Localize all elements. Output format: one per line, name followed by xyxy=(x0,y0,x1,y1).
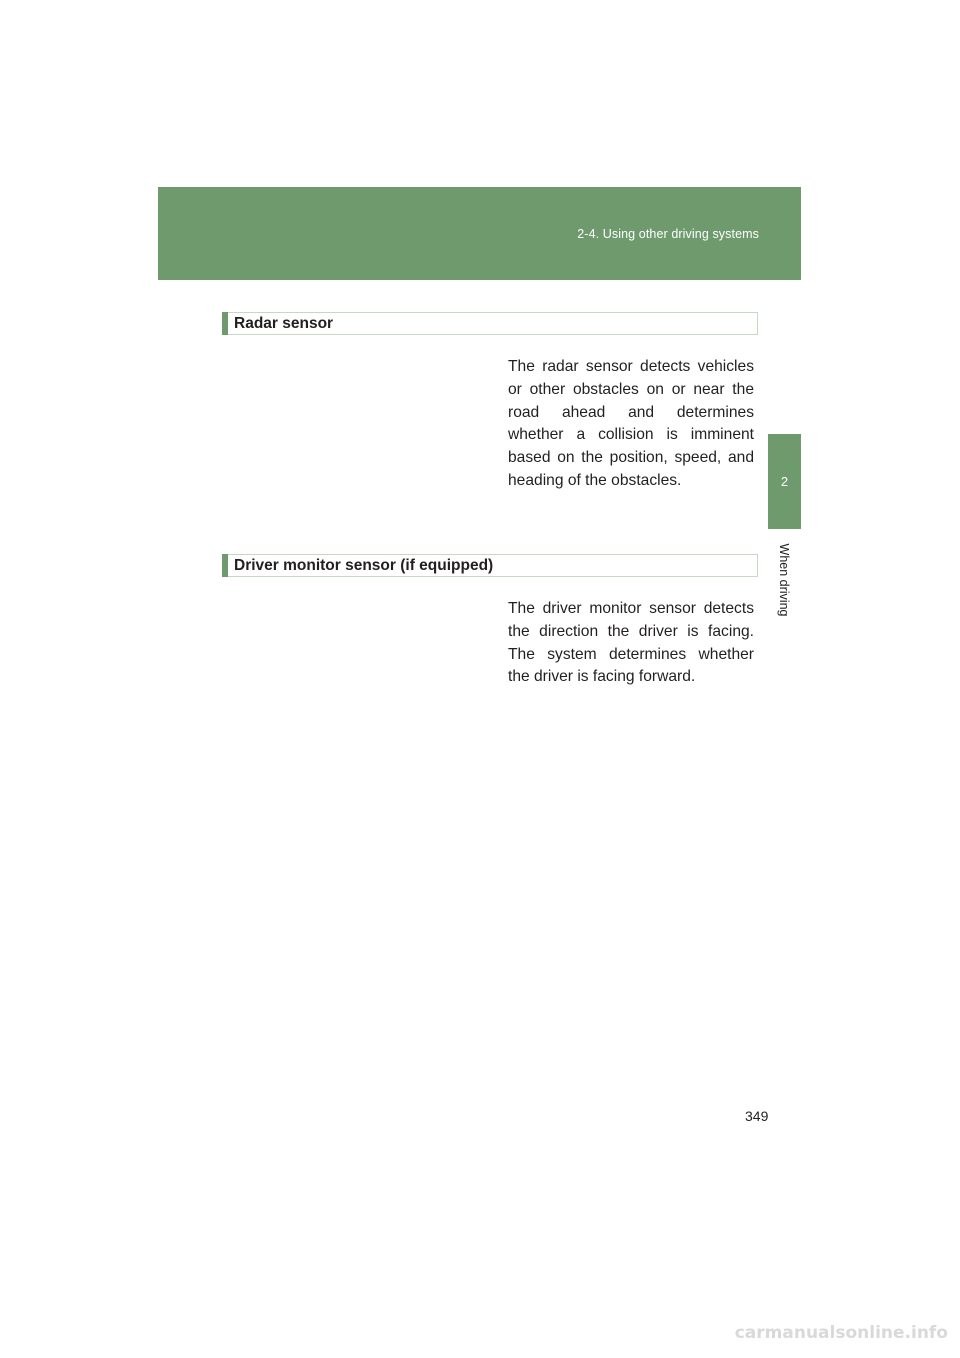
section-body-driver-monitor: The driver monitor sensor detects the direction the driver is facing. The system determines whether the driver is facing forward. xyxy=(508,600,754,686)
section-heading-driver-monitor xyxy=(222,554,758,577)
heading-accent-bar xyxy=(222,554,228,577)
section-heading-text: Radar sensor xyxy=(234,315,334,332)
page-number: 349 xyxy=(745,1108,769,1124)
chapter-number: 2 xyxy=(780,474,789,489)
watermark: carmanualsonline.info xyxy=(734,1323,948,1343)
header-section-title: 2-4. Using other driving systems xyxy=(577,227,759,241)
section-heading-text: Driver monitor sensor (if equipped) xyxy=(234,557,494,574)
section-body-radar-sensor: The radar sensor detects vehicles or other obstacles on or near the road ahead and determines whether a collision is imminent based on the position, speed, and heading of the obstacles. xyxy=(508,358,754,489)
heading-accent-bar xyxy=(222,312,228,335)
section-heading-radar-sensor xyxy=(222,312,758,335)
chapter-label: When driving xyxy=(777,543,791,617)
header-band xyxy=(158,187,801,280)
chapter-tab xyxy=(768,434,801,529)
